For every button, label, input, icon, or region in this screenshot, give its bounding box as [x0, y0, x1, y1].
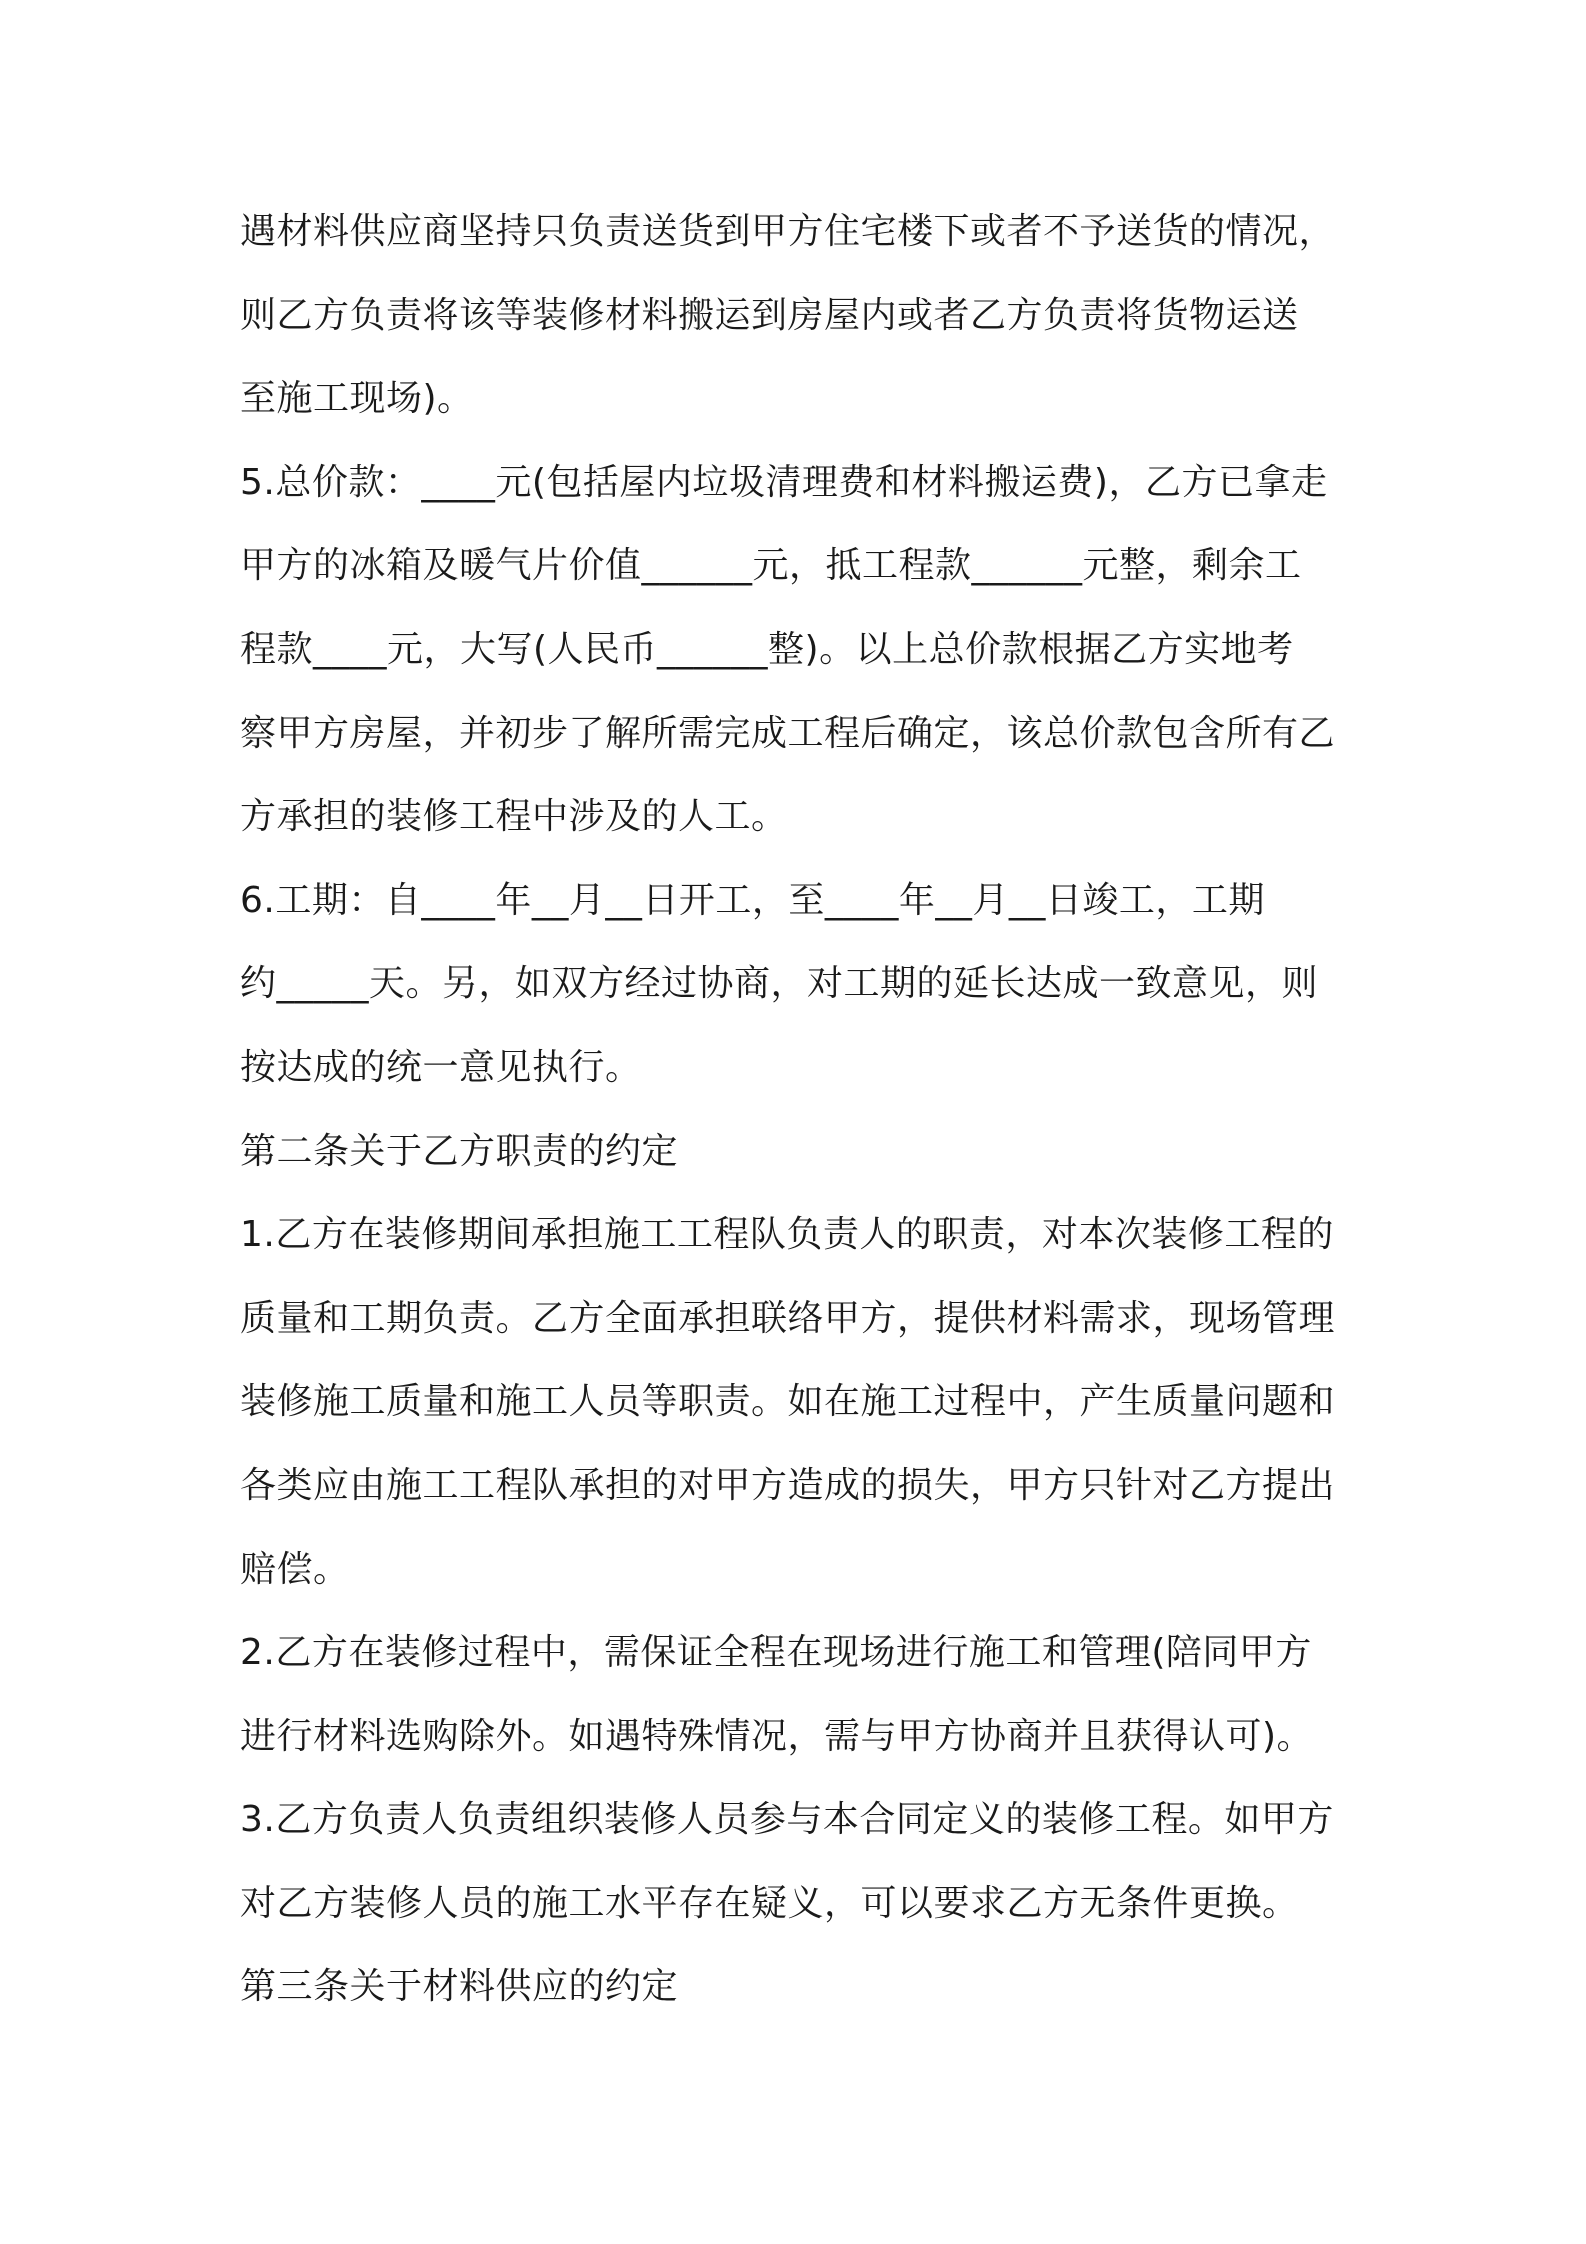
- text-line: 1.乙方在装修期间承担施工工程队负责人的职责，对本次装修工程的: [240, 1214, 1334, 1256]
- text-line: 质量和工期负责。乙方全面承担联络甲方，提供材料需求，现场管理: [240, 1297, 1336, 1339]
- text-line: 至施工现场)。: [240, 378, 474, 420]
- text-line: 装修施工质量和施工人员等职责。如在施工过程中，产生质量问题和: [240, 1381, 1336, 1423]
- text-line: 进行材料选购除外。如遇特殊情况，需与甲方协商并且获得认可)。: [240, 1715, 1314, 1757]
- text-line: 遇材料供应商坚持只负责送货到甲方住宅楼下或者不予送货的情况，: [240, 211, 1336, 252]
- text-line: 按达成的统一意见执行。: [240, 1046, 642, 1088]
- text-line: 6.工期：自____年__月__日开工，至____年__月__日竣工，工期: [240, 879, 1265, 921]
- text-line: 方承担的装修工程中涉及的人工。: [240, 796, 788, 838]
- text-line: 约_____天。另，如双方经过协商，对工期的延长达成一致意见，则: [240, 963, 1319, 1005]
- text-line: 对乙方装修人员的施工水平存在疑义，可以要求乙方无条件更换。: [240, 1882, 1299, 1924]
- text-line: 程款____元，大写(人民币______整)。以上总价款根据乙方实地考: [240, 628, 1294, 670]
- text-line: 5.总价款：____元(包括屋内垃圾清理费和材料搬运费)，乙方已拿走: [240, 461, 1328, 503]
- section-heading: 第二条关于乙方职责的约定: [240, 1130, 679, 1172]
- text-line: 赔偿。: [240, 1548, 350, 1590]
- section-heading: 第三条关于材料供应的约定: [240, 1966, 679, 2008]
- document-body: [240, 190, 1360, 2029]
- text-line: 3.乙方负责人负责组织装修人员参与本合同定义的装修工程。如甲方: [240, 1799, 1334, 1841]
- text-line: 甲方的冰箱及暖气片价值______元，抵工程款______元整，剩余工: [240, 545, 1302, 587]
- text-line: 察甲方房屋，并初步了解所需完成工程后确定，该总价款包含所有乙: [240, 712, 1336, 754]
- text-line: 各类应由施工工程队承担的对甲方造成的损失，甲方只针对乙方提出: [240, 1464, 1336, 1506]
- text-line: 则乙方负责将该等装修材料搬运到房屋内或者乙方负责将货物运送: [240, 294, 1299, 336]
- text-line: 2.乙方在装修过程中，需保证全程在现场进行施工和管理(陪同甲方: [240, 1632, 1312, 1674]
